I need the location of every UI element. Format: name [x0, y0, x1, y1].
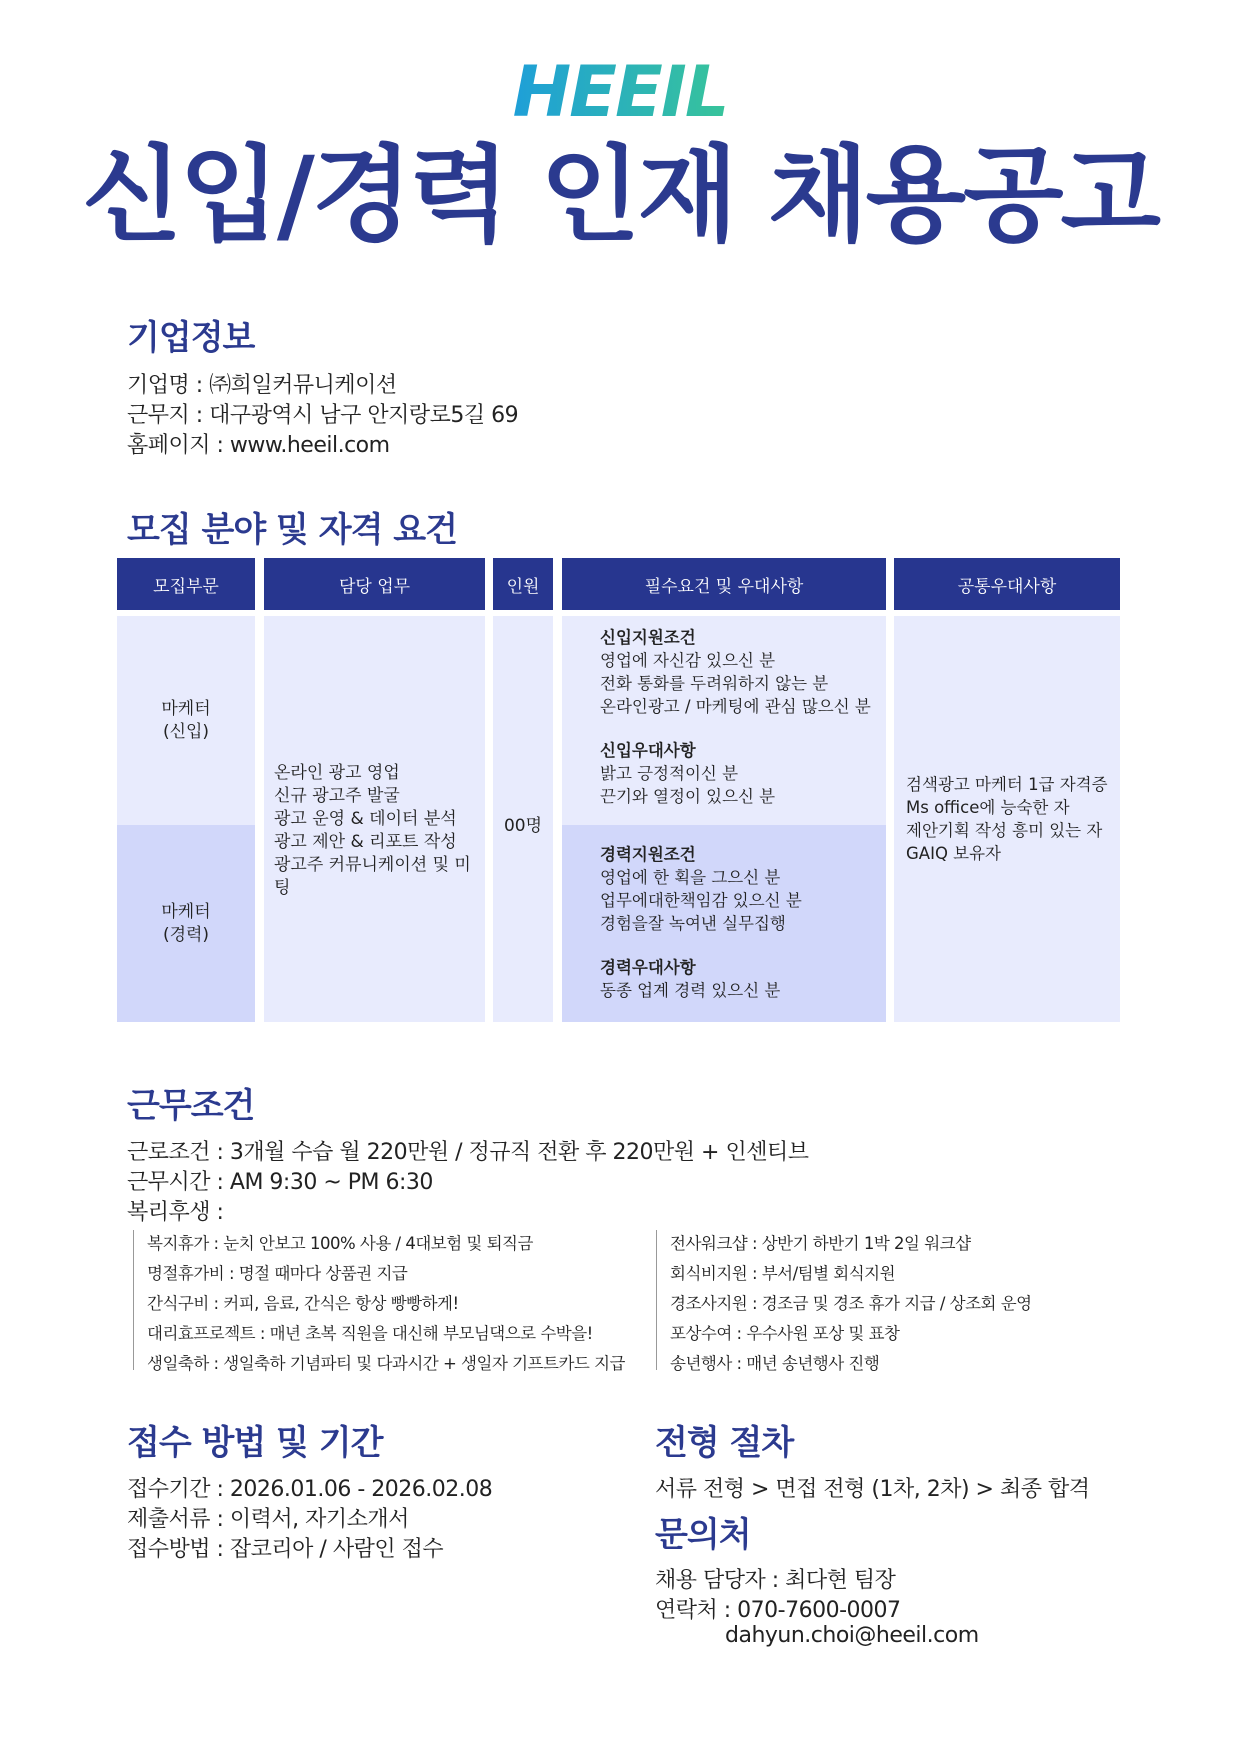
welfare-item: 복지휴가 : 눈치 안보고 100% 사용 / 4대보험 및 퇴직금 [147, 1234, 533, 1253]
duty-item: 광고 운영 & 데이터 분석 [274, 809, 457, 830]
welfare-item: 포상수여 : 우수사원 포상 및 표창 [670, 1324, 900, 1343]
position-exp-type: (경력) [162, 924, 210, 945]
condition-line: 근무시간 : AM 9:30 ~ PM 6:30 [127, 1170, 433, 1195]
welfare-item: 간식구비 : 커피, 음료, 간식은 항상 빵빵하게! [147, 1294, 459, 1313]
welfare-item: 전사워크샵 : 상반기 하반기 1박 2일 워크샵 [670, 1234, 971, 1253]
welfare-item: 대리효프로젝트 : 매년 초복 직원을 대신해 부모님댁으로 수박을! [147, 1324, 593, 1343]
position-new-type: (신입) [162, 721, 210, 742]
contact-line: 연락처 : 070-7600-0007 [655, 1598, 901, 1623]
exp-required-title: 경력지원조건 [600, 845, 696, 864]
pref-item: 밝고 긍정적이신 분 [600, 764, 739, 783]
position-new-cell [117, 616, 255, 825]
common-item: 검색광고 마케터 1급 자격증 [906, 775, 1108, 794]
condition-line: 근로조건 : 3개월 수습 월 220만원 / 정규직 전환 후 220만원 + 인센티브 [127, 1140, 809, 1165]
exp-required-block [600, 843, 802, 935]
position-exp-label: 마케터 [161, 901, 211, 922]
apply-line: 접수기간 : 2026.01.06 - 2026.02.08 [127, 1477, 493, 1502]
requirement-item: 영업에 한 획을 그으신 분 [600, 868, 781, 887]
condition-line: 복리후생 : [127, 1200, 224, 1225]
header-duties: 담당 업무 [264, 558, 485, 610]
contact-email[interactable]: dahyun.choi@heeil.com [725, 1623, 979, 1648]
header-common: 공통우대사항 [894, 558, 1120, 610]
heeil-logo-mark [490, 58, 750, 124]
new-required-title: 신입지원조건 [600, 628, 696, 647]
process-heading: 전형 절차 [655, 1423, 794, 1463]
apply-line: 제출서류 : 이력서, 자기소개서 [127, 1507, 409, 1532]
logo-text: HEEIL [512, 58, 728, 124]
common-item: GAIQ 보유자 [906, 844, 1001, 863]
welfare-item: 회식비지원 : 부서/팀별 회식지원 [670, 1264, 896, 1283]
apply-heading: 접수 방법 및 기간 [127, 1423, 383, 1463]
pref-item: 동종 업계 경력 있으신 분 [600, 981, 781, 1000]
duty-item: 신규 광고주 발굴 [274, 786, 400, 807]
company-name: 기업명 : ㈜희일커뮤니케이션 [127, 373, 397, 398]
duties-cell [264, 616, 485, 1022]
welfare-item: 경조사지원 : 경조금 및 경조 휴가 지급 / 상조회 운영 [670, 1294, 1032, 1313]
contact-line: 채용 담당자 : 최다현 팀장 [655, 1568, 896, 1593]
process-line: 서류 전형 > 면접 전형 (1차, 2차) > 최종 합격 [655, 1477, 1090, 1502]
heeil-logo [0, 58, 1240, 128]
duty-item: 온라인 광고 영업 [274, 763, 400, 784]
duty-item: 광고주 커뮤니케이션 및 미팅 [274, 854, 471, 898]
header-headcount: 인원 [493, 558, 553, 610]
position-new-label: 마케터 [161, 698, 211, 719]
company-location: 근무지 : 대구광역시 남구 안지랑로5길 69 [127, 403, 519, 428]
pref-item: 끈기와 열정이 있으신 분 [600, 787, 776, 806]
contact-heading: 문의처 [655, 1515, 751, 1555]
position-exp-cell [117, 825, 255, 1022]
page-title: 신입/경력 인재 채용공고 [81, 134, 1159, 256]
duty-item: 광고 제안 & 리포트 작성 [274, 832, 457, 852]
company-homepage: 홈페이지 : www.heeil.com [127, 433, 390, 458]
conditions-heading: 근무조건 [127, 1086, 255, 1126]
requirement-item: 온라인광고 / 마케팅에 관심 많으신 분 [600, 697, 871, 716]
requirement-item: 전화 통화를 두려워하지 않는 분 [600, 674, 829, 693]
welfare-item: 송년행사 : 매년 송년행사 진행 [670, 1354, 880, 1373]
welfare-left-divider [133, 1230, 134, 1370]
new-required-block [600, 626, 871, 718]
welfare-right-divider [656, 1230, 657, 1370]
new-pref-block [600, 739, 775, 808]
exp-pref-block [600, 956, 780, 1002]
new-pref-title: 신입우대사항 [600, 741, 696, 760]
exp-pref-title: 경력우대사항 [600, 958, 696, 977]
common-item: 제안기획 작성 흥미 있는 자 [906, 821, 1103, 840]
headcount-value: 00명 [503, 815, 543, 836]
requirement-item: 영업에 자신감 있으신 분 [600, 651, 776, 670]
headcount-cell [493, 616, 553, 1022]
header-position: 모집부문 [117, 558, 255, 610]
header-requirements: 필수요건 및 우대사항 [562, 558, 886, 610]
common-cell [894, 616, 1120, 1022]
recruit-heading: 모집 분야 및 자격 요건 [127, 510, 457, 550]
requirement-item: 경험을잘 녹여낸 실무집행 [600, 914, 786, 933]
company-heading: 기업정보 [127, 318, 255, 358]
welfare-item: 명절휴가비 : 명절 때마다 상품권 지급 [147, 1264, 408, 1283]
welfare-item: 생일축하 : 생일축하 기념파티 및 다과시간 + 생일자 기프트카드 지급 [147, 1354, 625, 1373]
apply-line: 접수방법 : 잡코리아 / 사람인 접수 [127, 1537, 444, 1562]
requirement-item: 업무에대한책임감 있으신 분 [600, 891, 802, 910]
common-item: Ms office에 능숙한 자 [906, 798, 1070, 817]
